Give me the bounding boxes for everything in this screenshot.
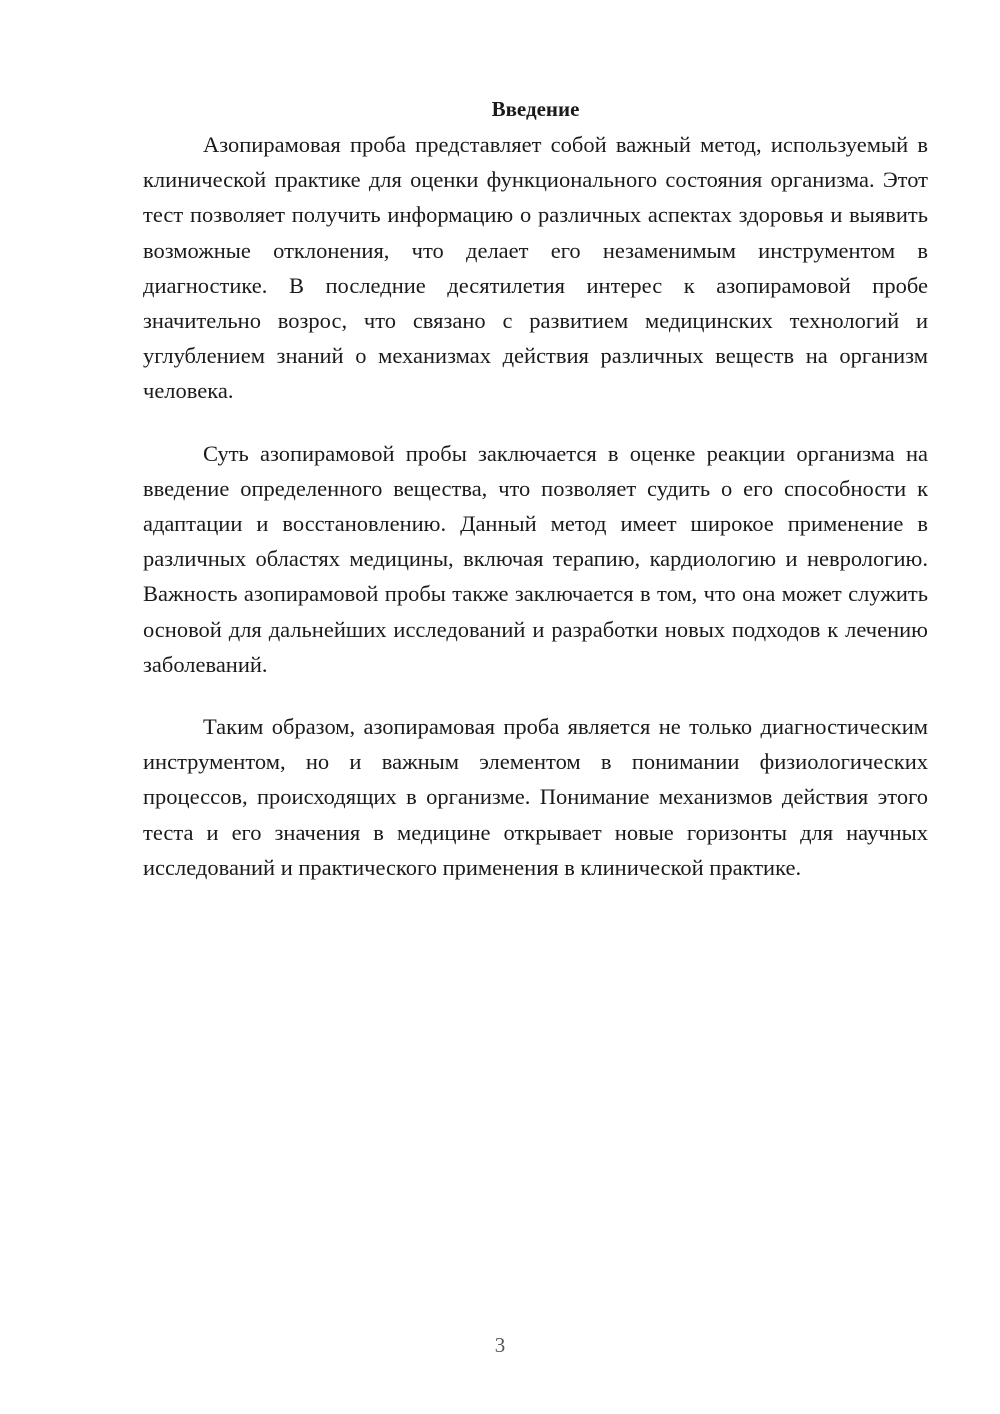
paragraph-1: Азопирамовая проба представляет собой важный метод, используемый в клинической практике для оценки функционального состояния организма. Этот тест позволяет получить информацию о различных аспектах здоровья и выявить возможные отклонения, что делает его незаменимым инструментом в диагностике. В последние десятилетия интерес к азопирамовой пробе значительно возрос, что связано с развитием медицинских технологий и углублением знаний о механизмах действия различных веществ на организм человека. [143, 132, 928, 404]
section-title: Введение [491, 97, 580, 121]
paragraph-2: Суть азопирамовой пробы заключается в оценке реакции организма на введение определенного вещества, что позволяет судить о его способности к адаптации и восстановлению. Данный метод имеет широкое применение в различных областях медицины, включая терапию, кардиологию и неврологию. Важность азопирамовой пробы также заключается в том, что она может служить основой для дальнейших исследований и разработки новых подходов к лечению заболеваний. [143, 440, 928, 677]
page-content [143, 92, 928, 885]
paragraph-3: Таким образом, азопирамовая проба является не только диагностическим инструментом, но и важным элементом в понимании физиологических процессов, происходящих в организме. Понимание механизмов действия этого теста и его значения в медицине открывает новые горизонты для научных исследований и практического применения в клинической практике. [143, 714, 928, 880]
page-number: 3 [494, 1333, 506, 1357]
